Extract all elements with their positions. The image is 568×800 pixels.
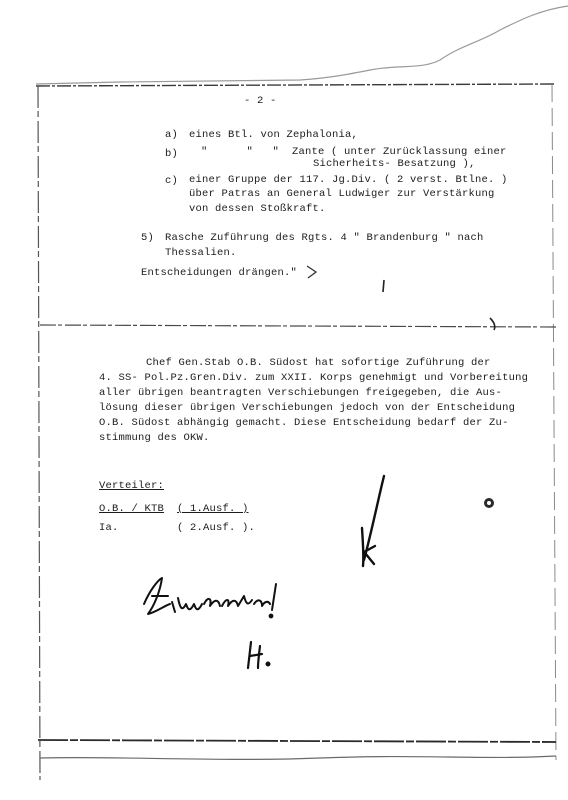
- closing-line: Entscheidungen drängen.": [141, 267, 298, 279]
- paragraph-line-2: 4. SS- Pol.Pz.Gren.Div. zum XXII. Korps genehmigt und Vorbereitung: [99, 372, 529, 384]
- paragraph-line-4: lösung dieser übrigen Verschiebungen jedoch von der Entscheidung: [99, 402, 516, 414]
- signature: [144, 578, 276, 617]
- list-marker-a: a): [165, 129, 179, 141]
- list-marker-c: c): [165, 175, 179, 187]
- list-item-c: einer Gruppe der 117. Jg.Div. ( 2 verst. Btlne. ): [189, 174, 508, 186]
- distribution-copy-1: ( 1.Ausf. ): [177, 503, 249, 515]
- paragraph-line-6: stimmung des OKW.: [99, 432, 210, 444]
- page-number: - 2 -: [244, 95, 277, 107]
- list-item-c-cont-2: von dessen Stoßkraft.: [189, 203, 326, 215]
- distribution-recipient-2: Ia.: [99, 522, 119, 534]
- distribution-recipient-1: O.B. / KTB: [99, 503, 165, 515]
- list-item-c-cont-1: über Patras an General Ludwiger zur Verstärkung: [189, 188, 495, 200]
- paragraph-line-5: O.B. Südost abhängig gemacht. Diese Entscheidung bedarf der Zu-: [99, 417, 509, 429]
- initial-h: [248, 642, 269, 668]
- point-5-line-1: Rasche Zuführung des Rgts. 4 " Brandenburg " nach: [165, 232, 484, 244]
- paragraph-line-3: aller übrigen beantragten Verschiebungen freigegeben, die Aus-: [99, 387, 503, 399]
- paragraph-line-1: Chef Gen.Stab O.B. Südost hat sofortige Zuführung der: [146, 357, 491, 369]
- list-item-b: " " " Zante ( unter Zurücklassung einer: [201, 146, 507, 158]
- list-item-b-cont: Sicherheits- Besatzung ),: [313, 158, 476, 170]
- list-marker-b: b): [165, 148, 179, 160]
- distribution-copy-2: ( 2.Ausf. ).: [177, 522, 256, 534]
- list-item-a: eines Btl. von Zephalonia,: [189, 129, 359, 141]
- point-5-line-2: Thessalien.: [165, 247, 237, 259]
- point-5-marker: 5): [141, 232, 155, 244]
- distribution-heading: Verteiler:: [99, 480, 165, 492]
- initial-k: [362, 476, 384, 566]
